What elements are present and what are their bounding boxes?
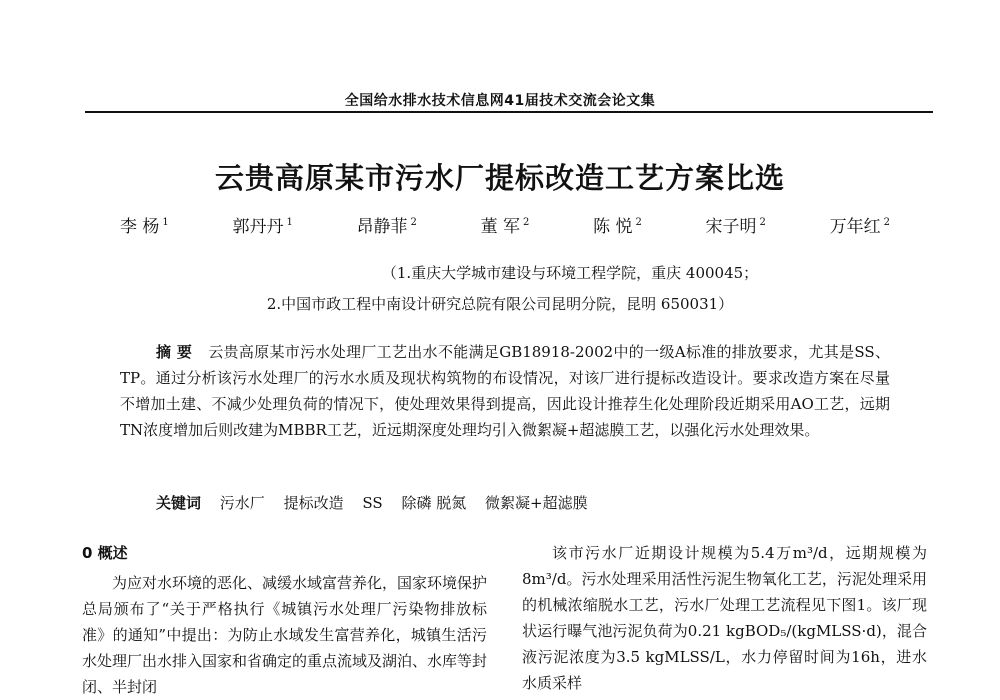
body-paragraph: 该市污水厂近期设计规模为5.4万m³/d，远期规模为8m³/d。污水处理采用活性污泥生物氧化工艺，污泥处理采用的机械浓缩脱水工艺，污水厂处理工艺流程见下图1。该厂现状运行曝气池污泥负荷为0.21 kgBOD₅/(kgMLSS·d)，混合液污泥浓度为3.5 kgMLSS/L，水力停留时间为16h，进水水质采样	[522, 544, 927, 692]
author: 董 军 $^2$	[480, 217, 530, 237]
header-rule	[85, 111, 933, 113]
keyword: 微絮凝+超滤膜	[485, 494, 588, 512]
author-list	[120, 212, 890, 237]
author: 昂静菲 $^2$	[356, 217, 417, 237]
author: 陈 悦 $^2$	[593, 217, 642, 237]
keywords-label: 关键词	[156, 494, 202, 512]
keyword: SS	[362, 494, 383, 512]
keyword: 提标改造	[283, 494, 344, 512]
affiliation-2: 2.中国市政工程中南设计研究总院有限公司昆明分院，昆明 650031）	[266, 295, 734, 313]
abstract-text: 云贵高原某市污水处理厂工艺出水不能满足GB18918-2002中的一级A标准的排放要求，尤其是SS、TP。通过分析该污水处理厂的污水水质及现状构筑物的布设情况，对该厂进行提标改造设计。要求改造方案在尽量不增加土建、不减少处理负荷的情况下，使处理效果得到提高，因此设计推荐生化处理阶段近期采用AO工艺，远期TN浓度增加后则改建为MBBR工艺，近远期深度处理均引入微絮凝+超滤膜工艺，以强化污水处理效果。	[120, 343, 890, 439]
author: 郭丹丹 $^1$	[232, 217, 293, 237]
author: 万年红 $^2$	[829, 217, 890, 237]
left-column	[82, 540, 487, 700]
keywords	[156, 492, 602, 513]
body-paragraph: 为应对水环境的恶化、减缓水域富营养化，国家环境保护总局颁布了“关于严格执行《城镇污水处理厂污染物排放标准》的通知”中提出：为防止水域发生富营养化，城镇生活污水处理厂出水排入国家和省确定的重点流域及湖泊、水库等封闭、半封闭	[82, 574, 488, 696]
keyword: 除磷 脱氮	[401, 494, 467, 512]
affiliation-1: （1.重庆大学城市建设与环境工程学院，重庆 400045；	[381, 264, 759, 282]
paper-title: 云贵高原某市污水厂提标改造工艺方案比选	[214, 161, 785, 195]
right-column	[522, 540, 927, 696]
author: 李 杨 $^1$	[120, 217, 169, 237]
author: 宋子明 $^2$	[705, 217, 766, 237]
abstract-label: 摘 要	[156, 343, 193, 361]
running-header: 全国给水排水技术信息网41届技术交流会论文集	[344, 93, 656, 109]
section-heading: 0 概述	[82, 544, 128, 562]
abstract	[120, 339, 890, 443]
keyword: 污水厂	[219, 494, 265, 512]
